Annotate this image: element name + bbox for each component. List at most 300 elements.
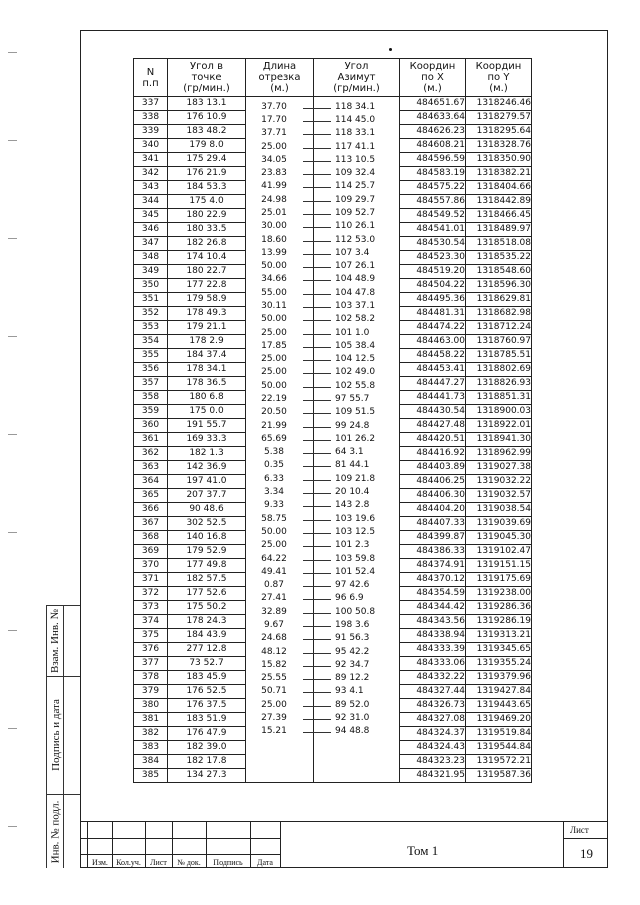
point-number: 358 (134, 391, 168, 405)
point-angle: 178 49.3 (168, 307, 246, 321)
side-label-podpis-data: Подпись и дата (49, 699, 62, 771)
segment-azimuth (301, 672, 387, 685)
stamp-list: Лист (150, 858, 167, 867)
point-number: 364 (134, 475, 168, 489)
coord-x: 484453.41 (400, 363, 466, 377)
coord-y: 1318350.90 (466, 153, 532, 167)
point-number: 338 (134, 111, 168, 125)
point-angle: 73 52.7 (168, 657, 246, 671)
azimuth-value: 110 26.1 (335, 221, 376, 232)
segment-azimuth (301, 380, 387, 393)
connector-line (303, 400, 331, 401)
segment-azimuth (301, 247, 387, 260)
coord-y: 1319427.84 (466, 685, 532, 699)
point-number: 355 (134, 349, 168, 363)
point-number: 351 (134, 293, 168, 307)
azimuth-value: 102 58.2 (335, 314, 376, 325)
coord-x: 484333.06 (400, 657, 466, 671)
segment-azimuth (301, 619, 387, 632)
sheet-label: Лист (570, 825, 589, 835)
connector-line (303, 560, 331, 561)
azimuth-value: 89 52.0 (335, 699, 370, 710)
table-row (134, 741, 532, 755)
coord-x: 484420.51 (400, 433, 466, 447)
margin-tick (8, 532, 17, 533)
coord-y: 1318760.97 (466, 335, 532, 349)
segment-length: 50.00 (261, 380, 287, 391)
coord-x: 484523.30 (400, 251, 466, 265)
segment-length: 25.55 (261, 673, 287, 684)
point-number: 376 (134, 643, 168, 657)
coord-x: 484324.37 (400, 727, 466, 741)
sheet-number: 19 (580, 846, 593, 861)
connector-line (303, 413, 331, 414)
coord-y: 1318548.60 (466, 265, 532, 279)
coord-y: 1319038.54 (466, 503, 532, 517)
connector-line (303, 187, 331, 188)
side-strip (46, 605, 80, 868)
segment-azimuth (301, 446, 387, 459)
segment-azimuth (301, 712, 387, 725)
point-number: 371 (134, 573, 168, 587)
coord-y: 1319032.57 (466, 489, 532, 503)
azimuth-value: 94 48.8 (335, 726, 370, 737)
segment-length: 18.60 (261, 234, 287, 245)
azimuth-value: 103 19.6 (335, 513, 376, 524)
azimuth-value: 101 1.0 (335, 327, 370, 338)
coord-y: 1319286.36 (466, 601, 532, 615)
connector-line (303, 520, 331, 521)
point-number: 378 (134, 671, 168, 685)
coord-y: 1318851.31 (466, 391, 532, 405)
coord-y: 1319572.21 (466, 755, 532, 769)
coord-x: 484321.95 (400, 769, 466, 783)
coord-x: 484427.48 (400, 419, 466, 433)
azimuth-value: 118 34.1 (335, 101, 376, 112)
connector-line (303, 347, 331, 348)
azimuth-value: 95 42.2 (335, 646, 370, 657)
point-angle: 177 52.6 (168, 587, 246, 601)
point-angle: 177 22.8 (168, 279, 246, 293)
point-number: 345 (134, 209, 168, 223)
point-angle: 142 36.9 (168, 461, 246, 475)
coord-y: 1318900.03 (466, 405, 532, 419)
point-angle: 179 58.9 (168, 293, 246, 307)
coord-y: 1319032.22 (466, 475, 532, 489)
segment-length: 24.98 (261, 194, 287, 205)
segment-length: 6.33 (263, 473, 285, 484)
connector-line (303, 387, 331, 388)
segment-azimuth (301, 220, 387, 233)
azimuth-value: 104 48.9 (335, 274, 376, 285)
coord-y: 1318382.21 (466, 167, 532, 181)
coord-x: 484463.00 (400, 335, 466, 349)
coord-x: 484354.59 (400, 587, 466, 601)
azimuth-value: 97 55.7 (335, 394, 370, 405)
coord-y: 1319355.24 (466, 657, 532, 671)
segment-azimuth (301, 273, 387, 286)
margin-tick (8, 336, 17, 337)
azimuth-value: 105 38.4 (335, 340, 376, 351)
point-angle: 176 37.5 (168, 699, 246, 713)
azimuth-spacer (314, 741, 400, 755)
coord-x: 484530.54 (400, 237, 466, 251)
azimuth-value: 114 45.0 (335, 114, 376, 125)
segment-azimuth (301, 513, 387, 526)
point-number: 340 (134, 139, 168, 153)
point-number: 348 (134, 251, 168, 265)
azimuth-value: 114 25.7 (335, 181, 376, 192)
azimuth-value: 117 41.1 (335, 141, 376, 152)
coord-y: 1318922.01 (466, 419, 532, 433)
point-angle: 176 21.9 (168, 167, 246, 181)
coord-x: 484608.21 (400, 139, 466, 153)
segment-length: 13.99 (261, 247, 287, 258)
point-angle: 184 37.4 (168, 349, 246, 363)
coord-x: 484626.23 (400, 125, 466, 139)
segment-azimuth (301, 539, 387, 552)
connector-line (303, 334, 331, 335)
point-angle: 140 16.8 (168, 531, 246, 545)
point-angle: 176 47.9 (168, 727, 246, 741)
connector-line (303, 307, 331, 308)
point-number: 368 (134, 531, 168, 545)
coord-y: 1318629.81 (466, 293, 532, 307)
point-number: 365 (134, 489, 168, 503)
point-angle: 175 29.4 (168, 153, 246, 167)
stamp-data: Дата (257, 858, 273, 867)
segment-length: 15.82 (261, 659, 287, 670)
segment-length: 25.00 (261, 699, 287, 710)
segment-azimuth (301, 366, 387, 379)
connector-line (303, 466, 331, 467)
azimuth-value: 109 21.8 (335, 473, 376, 484)
azimuth-value: 107 26.1 (335, 261, 376, 272)
point-angle: 179 52.9 (168, 545, 246, 559)
segment-length: 0.87 (263, 580, 285, 591)
coord-y: 1318279.57 (466, 111, 532, 125)
connector-line (303, 599, 331, 600)
segment-azimuth (301, 114, 387, 127)
azimuth-value: 109 52.7 (335, 207, 376, 218)
azimuth-value: 109 51.5 (335, 407, 376, 418)
connector-line (303, 679, 331, 680)
point-number: 353 (134, 321, 168, 335)
azimuth-value: 143 2.8 (335, 500, 370, 511)
connector-line (303, 546, 331, 547)
segment-length: 15.21 (261, 726, 287, 737)
connector-line (303, 148, 331, 149)
azimuth-value: 109 29.7 (335, 194, 376, 205)
segment-azimuth (301, 646, 387, 659)
segment-length: 25.00 (261, 540, 287, 551)
point-angle: 175 50.2 (168, 601, 246, 615)
segment-azimuth (301, 101, 387, 114)
point-number: 362 (134, 447, 168, 461)
connector-line (303, 373, 331, 374)
coord-y: 1319102.47 (466, 545, 532, 559)
coord-y: 1318535.22 (466, 251, 532, 265)
segment-length: 17.85 (261, 340, 287, 351)
connector-line (303, 706, 331, 707)
azimuth-value: 104 12.5 (335, 354, 376, 365)
point-angle: 184 43.9 (168, 629, 246, 643)
coord-y: 1319238.00 (466, 587, 532, 601)
coord-y: 1319587.36 (466, 769, 532, 783)
margin-tick (8, 140, 17, 141)
coord-y: 1319519.84 (466, 727, 532, 741)
segment-azimuth (301, 659, 387, 672)
segment-length: 17.70 (261, 114, 287, 125)
point-number: 360 (134, 419, 168, 433)
segment-azimuth (301, 180, 387, 193)
azimuth-value: 99 24.8 (335, 420, 370, 431)
azimuth-value: 64 3.1 (335, 447, 364, 458)
point-number: 382 (134, 727, 168, 741)
azimuth-value: 92 31.0 (335, 712, 370, 723)
point-number: 375 (134, 629, 168, 643)
coord-x: 484370.12 (400, 573, 466, 587)
azimuth-value: 102 55.8 (335, 380, 376, 391)
table-row (134, 755, 532, 769)
point-number: 373 (134, 601, 168, 615)
point-number: 385 (134, 769, 168, 783)
connector-line (303, 506, 331, 507)
point-number: 363 (134, 461, 168, 475)
coord-y: 1318826.93 (466, 377, 532, 391)
connector-line (303, 161, 331, 162)
coord-y: 1318328.76 (466, 139, 532, 153)
point-angle: 176 52.5 (168, 685, 246, 699)
connector-line (303, 692, 331, 693)
azimuth-value: 109 32.4 (335, 168, 376, 179)
azimuth-value: 102 49.0 (335, 367, 376, 378)
point-number: 349 (134, 265, 168, 279)
segment-length: 30.00 (261, 221, 287, 232)
point-angle: 178 36.5 (168, 377, 246, 391)
azimuth-value: 101 2.3 (335, 540, 370, 551)
coord-y: 1318489.97 (466, 223, 532, 237)
segment-length: 27.39 (261, 712, 287, 723)
coord-x: 484549.52 (400, 209, 466, 223)
coord-y: 1319345.65 (466, 643, 532, 657)
azimuth-value: 107 3.4 (335, 247, 370, 258)
side-label-inv-podl: Инв. № подл. (49, 800, 62, 863)
azimuth-value: 92 34.7 (335, 659, 370, 670)
segment-azimuth (301, 313, 387, 326)
azimuth-spacer (314, 769, 400, 783)
stamp-izm: Изм. (92, 858, 108, 867)
segment-azimuth (301, 473, 387, 486)
segment-azimuth (301, 167, 387, 180)
point-number: 357 (134, 377, 168, 391)
coord-x: 484327.44 (400, 685, 466, 699)
point-number: 361 (134, 433, 168, 447)
coord-x: 484374.91 (400, 559, 466, 573)
connector-line (303, 573, 331, 574)
segment-length: 49.41 (261, 566, 287, 577)
coord-x: 484338.94 (400, 629, 466, 643)
point-number: 350 (134, 279, 168, 293)
point-angle: 178 24.3 (168, 615, 246, 629)
connector-line (303, 653, 331, 654)
point-number: 380 (134, 699, 168, 713)
coord-x: 484430.54 (400, 405, 466, 419)
margin-tick (8, 630, 17, 631)
coord-y: 1319379.96 (466, 671, 532, 685)
connector-line (303, 586, 331, 587)
azimuth-value: 97 42.6 (335, 580, 370, 591)
coord-x: 484583.19 (400, 167, 466, 181)
connector-line (303, 666, 331, 667)
azimuth-value: 93 4.1 (335, 686, 364, 697)
segment-length: 27.41 (261, 593, 287, 604)
coord-y: 1319151.15 (466, 559, 532, 573)
point-angle: 182 57.5 (168, 573, 246, 587)
point-angle: 182 1.3 (168, 447, 246, 461)
header-n: N п.п (134, 59, 168, 97)
point-angle: 182 39.0 (168, 741, 246, 755)
coord-x: 484406.30 (400, 489, 466, 503)
coord-x: 484441.73 (400, 391, 466, 405)
segment-length: 25.00 (261, 141, 287, 152)
point-angle: 184 53.3 (168, 181, 246, 195)
segment-azimuth (301, 566, 387, 579)
coord-y: 1318404.66 (466, 181, 532, 195)
segment-azimuth (301, 579, 387, 592)
point-angle: 177 49.8 (168, 559, 246, 573)
coord-y: 1319039.69 (466, 517, 532, 531)
azimuth-value: 103 12.5 (335, 526, 376, 537)
coord-x: 484495.36 (400, 293, 466, 307)
connector-line (303, 427, 331, 428)
coord-x: 484557.86 (400, 195, 466, 209)
segment-azimuth (301, 725, 387, 738)
connector-line (303, 108, 331, 109)
azimuth-value: 103 37.1 (335, 300, 376, 311)
segment-azimuth (301, 526, 387, 539)
coord-x: 484333.39 (400, 643, 466, 657)
segment-length: 32.89 (261, 606, 287, 617)
point-number: 339 (134, 125, 168, 139)
header-y: Координ по Y (м.) (466, 59, 532, 97)
point-angle: 182 17.8 (168, 755, 246, 769)
coord-y: 1318518.08 (466, 237, 532, 251)
header-azimuth: Угол Азимут (гр/мин.) (314, 59, 400, 97)
point-number: 337 (134, 97, 168, 111)
azimuth-value: 101 26.2 (335, 433, 376, 444)
coord-x: 484386.33 (400, 545, 466, 559)
segment-azimuth (301, 234, 387, 247)
length-spacer (246, 769, 314, 783)
point-angle: 180 6.8 (168, 391, 246, 405)
segment-azimuth (301, 632, 387, 645)
point-number: 356 (134, 363, 168, 377)
connector-line (303, 134, 331, 135)
point-number: 372 (134, 587, 168, 601)
connector-line (303, 493, 331, 494)
segment-length: 20.50 (261, 407, 287, 418)
point-angle: 183 51.9 (168, 713, 246, 727)
segment-azimuth (301, 393, 387, 406)
point-number: 369 (134, 545, 168, 559)
connector-line (303, 121, 331, 122)
point-angle: 169 33.3 (168, 433, 246, 447)
coord-y: 1318712.24 (466, 321, 532, 335)
header-angle: Угол в точке (гр/мин.) (168, 59, 246, 97)
point-number: 383 (134, 741, 168, 755)
coord-x: 484416.92 (400, 447, 466, 461)
azimuth-value: 112 53.0 (335, 234, 376, 245)
segment-length: 22.19 (261, 394, 287, 405)
connector-line (303, 241, 331, 242)
coord-x: 484403.89 (400, 461, 466, 475)
coord-x: 484481.31 (400, 307, 466, 321)
coord-y: 1318802.69 (466, 363, 532, 377)
coord-x: 484651.67 (400, 97, 466, 111)
segment-length: 9.67 (263, 619, 285, 630)
coord-y: 1319469.20 (466, 713, 532, 727)
point-angle: 179 21.1 (168, 321, 246, 335)
table-row (134, 769, 532, 783)
coord-x: 484326.73 (400, 699, 466, 713)
segment-azimuth (301, 459, 387, 472)
point-number: 370 (134, 559, 168, 573)
point-number: 347 (134, 237, 168, 251)
coord-y: 1319045.30 (466, 531, 532, 545)
segment-length: 3.34 (263, 487, 285, 498)
segment-azimuth (301, 553, 387, 566)
azimuth-value: 118 33.1 (335, 128, 376, 139)
coord-x: 484344.42 (400, 601, 466, 615)
coord-x: 484332.22 (400, 671, 466, 685)
segment-length: 21.99 (261, 420, 287, 431)
coord-y: 1319443.65 (466, 699, 532, 713)
coord-x: 484575.22 (400, 181, 466, 195)
coord-y: 1319286.19 (466, 615, 532, 629)
segment-length: 41.99 (261, 181, 287, 192)
segment-length: 34.66 (261, 274, 287, 285)
azimuth-value: 91 56.3 (335, 633, 370, 644)
point-number: 342 (134, 167, 168, 181)
scan-mark (389, 48, 392, 51)
point-angle: 174 10.4 (168, 251, 246, 265)
connector-line (303, 214, 331, 215)
connector-line (303, 480, 331, 481)
segment-azimuth (301, 353, 387, 366)
azimuth-value: 101 52.4 (335, 566, 376, 577)
point-angle: 197 41.0 (168, 475, 246, 489)
margin-tick (8, 826, 17, 827)
segment-length: 50.00 (261, 314, 287, 325)
coord-y: 1319544.84 (466, 741, 532, 755)
segment-length: 25.01 (261, 207, 287, 218)
segment-length: 34.05 (261, 154, 287, 165)
coord-x: 484633.64 (400, 111, 466, 125)
segment-azimuth (301, 499, 387, 512)
header-x: Координ по X (м.) (400, 59, 466, 97)
segment-length: 65.69 (261, 433, 287, 444)
segment-length: 23.83 (261, 168, 287, 179)
segment-length: 64.22 (261, 553, 287, 564)
coord-x: 484324.43 (400, 741, 466, 755)
segment-length: 5.38 (263, 447, 285, 458)
point-angle: 179 8.0 (168, 139, 246, 153)
segment-length: 30.11 (261, 300, 287, 311)
coord-y: 1318962.99 (466, 447, 532, 461)
point-angle: 182 26.8 (168, 237, 246, 251)
segment-length: 25.00 (261, 367, 287, 378)
